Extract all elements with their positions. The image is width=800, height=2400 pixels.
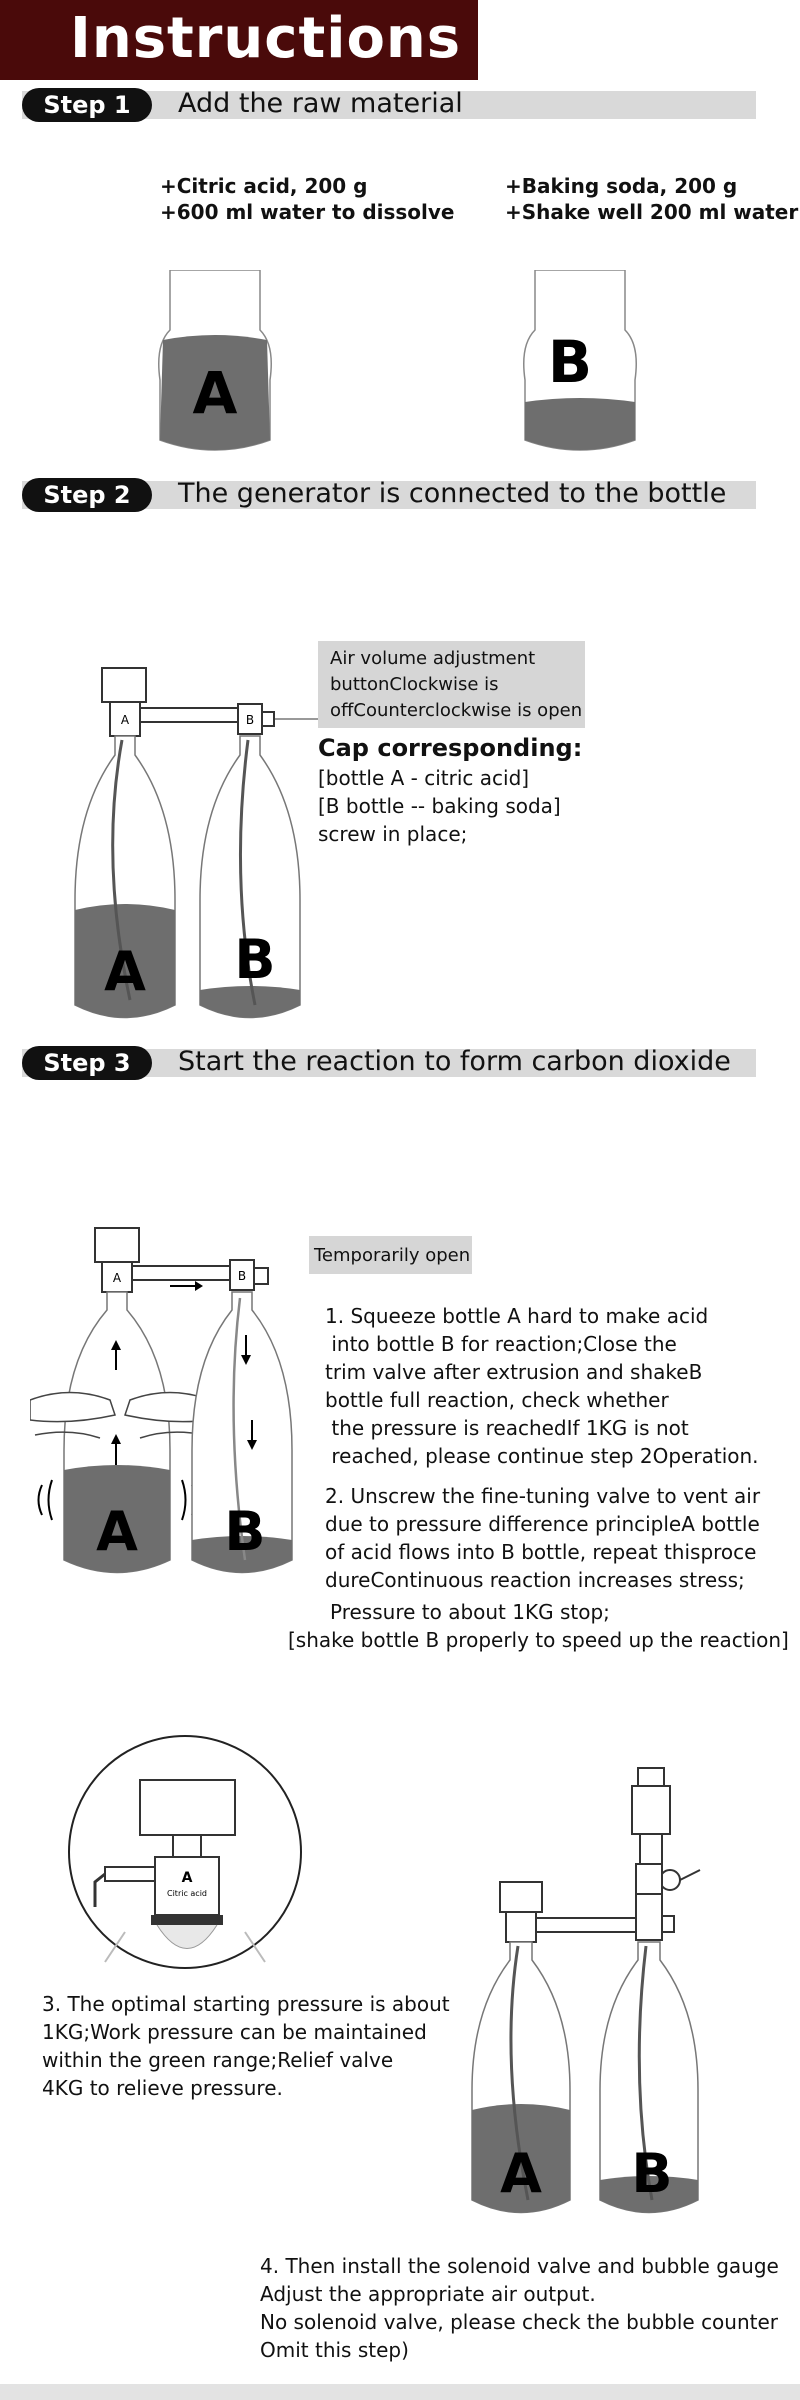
cap-line1: [bottle A - citric acid] <box>318 766 530 790</box>
callout-line1: Air volume adjustment <box>330 648 536 669</box>
solenoid-setup-illustration <box>460 1760 720 2230</box>
p1-line5: the pressure is reachedIf 1KG is not <box>325 1416 689 1440</box>
step2-label: Step 2 <box>22 478 152 512</box>
bottle-b-letter: B <box>547 328 593 396</box>
step1-b-line2: +Shake well 200 ml water <box>505 200 799 224</box>
p2-line5: Pressure to about 1KG stop; <box>330 1600 610 1624</box>
p3-line1: 3. The optimal starting pressure is about <box>42 1992 450 2016</box>
cap-a-mark: A <box>120 713 130 727</box>
bottle-a-letter-step2: A <box>104 940 146 1003</box>
temporarily-open-text: Temporarily open <box>314 1245 471 1266</box>
footer-bar <box>0 2384 800 2400</box>
callout-line3: offCounterclockwise is open <box>330 700 583 721</box>
step2-title: The generator is connected to the bottle <box>178 478 727 509</box>
bottle-b-letter-step2: B <box>234 928 276 991</box>
step1-label: Step 1 <box>22 88 152 122</box>
cap-line3: screw in place; <box>318 822 468 846</box>
bottle-a-letter-step3: A <box>96 1500 138 1563</box>
p2-line6: [shake bottle B properly to speed up the reaction] <box>288 1628 789 1652</box>
p1-line2: into bottle B for reaction;Close the <box>325 1332 677 1356</box>
squeeze-bottles-illustration <box>30 1220 320 1590</box>
step3-cap-a-mark: A <box>112 1271 122 1285</box>
p4-line3: No solenoid valve, please check the bubble counter <box>260 2310 779 2334</box>
p1-line3: trim valve after extrusion and shakeB <box>325 1360 703 1384</box>
cap-b-mark: B <box>245 713 255 727</box>
bottle-a-letter: A <box>192 359 238 427</box>
p3-line2: 1KG;Work pressure can be maintained <box>42 2020 427 2044</box>
zoomed-cap-illustration <box>65 1732 305 1972</box>
step3-cap-b-mark: B <box>237 1269 247 1283</box>
step3-label: Step 3 <box>22 1046 152 1080</box>
bottle-b-letter-step3: B <box>224 1500 266 1563</box>
step1-title: Add the raw material <box>178 88 463 119</box>
p4-line2: Adjust the appropriate air output. <box>260 2282 596 2306</box>
generator-assembly-illustration <box>60 660 320 1030</box>
p2-line4: dureContinuous reaction increases stress; <box>325 1568 745 1592</box>
step1-a-line1: +Citric acid, 200 g <box>160 174 368 198</box>
step3-title: Start the reaction to form carbon dioxide <box>178 1046 731 1077</box>
p3-line3: within the green range;Relief valve <box>42 2048 394 2072</box>
p2-line3: of acid flows into B bottle, repeat thisproce <box>325 1540 757 1564</box>
bottle-a-letter-final: A <box>500 2142 542 2205</box>
p2-line1: 2. Unscrew the fine-tuning valve to vent air <box>325 1484 761 1508</box>
bottle-b-letter-final: B <box>631 2142 673 2205</box>
p4-line4: Omit this step) <box>260 2338 409 2362</box>
bottle-a-illustration <box>150 270 280 455</box>
p2-line2: due to pressure difference principleA bottle <box>325 1512 760 1536</box>
p1-line4: bottle full reaction, check whether <box>325 1388 669 1412</box>
step1-b-line1: +Baking soda, 200 g <box>505 174 738 198</box>
page-title: Instructions <box>70 6 462 71</box>
p4-line1: 4. Then install the solenoid valve and bubble gauge <box>260 2254 779 2278</box>
zoom-cap-letter: A <box>181 1870 193 1886</box>
zoom-cap-label: Citric acid <box>167 1889 207 1898</box>
p1-line6: reached, please continue step 2Operation. <box>325 1444 759 1468</box>
cap-line2: [B bottle -- baking soda] <box>318 794 561 818</box>
bottle-b-illustration <box>515 270 645 455</box>
cap-heading: Cap corresponding: <box>318 734 583 762</box>
callout-line2: buttonClockwise is <box>330 674 499 695</box>
p3-line4: 4KG to relieve pressure. <box>42 2076 283 2100</box>
p1-line1: 1. Squeeze bottle A hard to make acid <box>325 1304 709 1328</box>
step1-a-line2: +600 ml water to dissolve <box>160 200 455 224</box>
